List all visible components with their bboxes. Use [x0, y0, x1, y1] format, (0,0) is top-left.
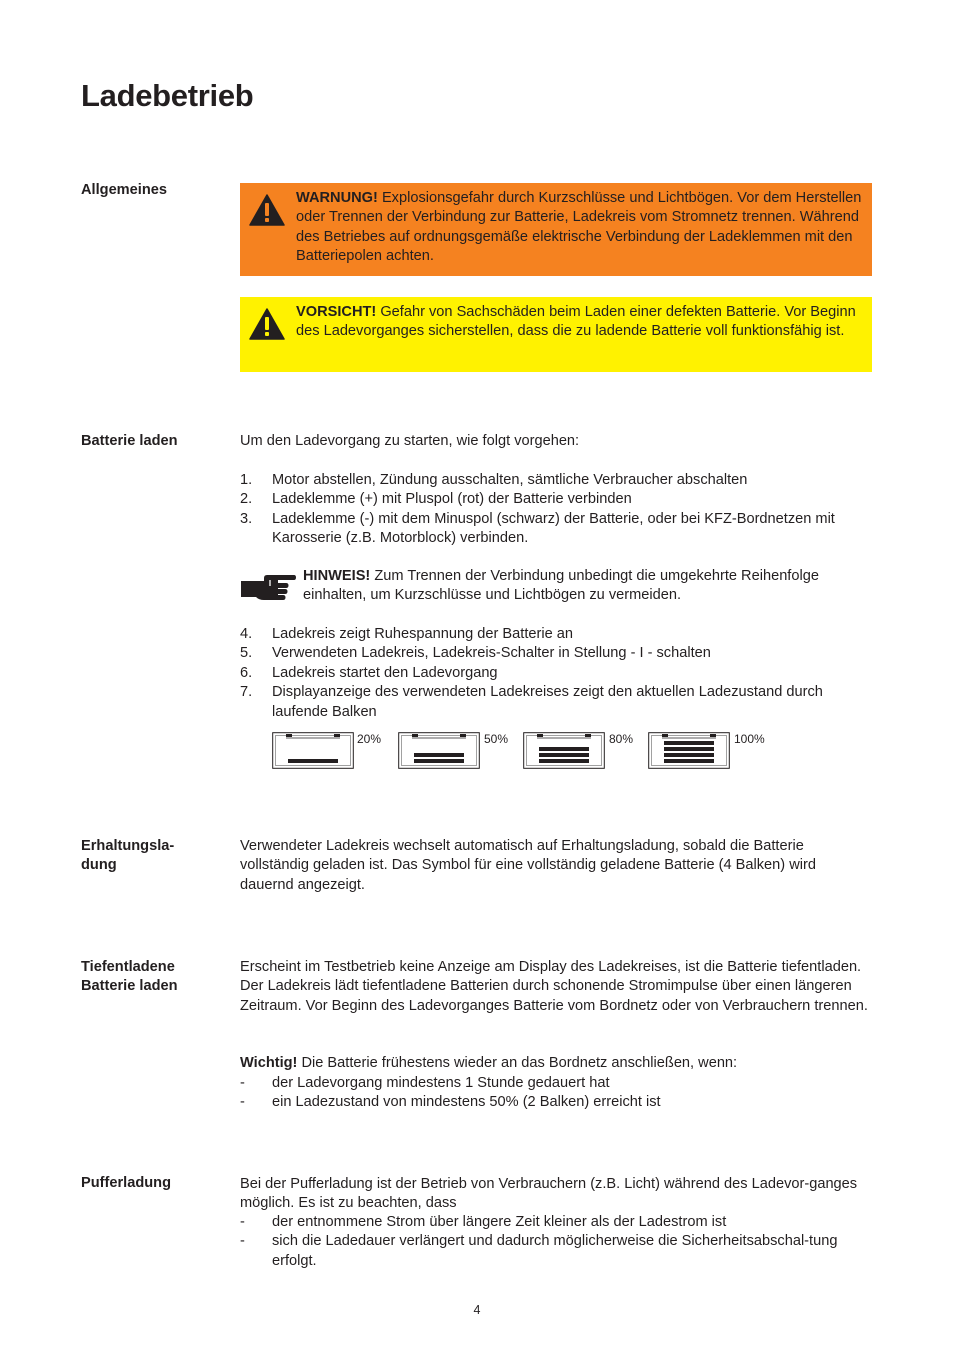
battery-bar	[539, 759, 589, 763]
note-body: Zum Trennen der Verbindung unbedingt die umgekehrte Reihenfolge einhalten, um Kurzschlüsse und Lichtbögen zu vermeiden.	[303, 568, 819, 604]
pufferladung-list	[240, 1213, 872, 1271]
section-label-allgemeines: Allgemeines	[81, 182, 167, 198]
battery-bar	[288, 759, 338, 763]
list-item-number: 6.	[240, 664, 253, 681]
warning-label: WARNUNG!	[296, 190, 378, 206]
steps-list-a	[240, 471, 872, 549]
page-number: 4	[473, 1303, 481, 1317]
warning-triangle-icon	[249, 194, 285, 226]
list-item	[240, 625, 872, 644]
section-label-erhaltungsladung	[81, 837, 221, 876]
caution-text	[296, 303, 862, 342]
battery-level-label: 100%	[734, 732, 765, 746]
pointing-hand-icon	[240, 572, 296, 604]
warning-text	[296, 189, 862, 267]
note-text	[303, 567, 872, 606]
list-item-text: ein Ladezustand von mindestens 50% (2 Balken) erreicht ist	[272, 1094, 661, 1111]
section-label-tiefentladen	[81, 958, 221, 997]
battery-level-item	[523, 732, 634, 775]
list-item-text: Ladeklemme (+) mit Pluspol (rot) der Batterie verbinden	[272, 491, 632, 508]
battery-bar	[414, 753, 464, 757]
warning-box	[240, 183, 872, 276]
note-box	[240, 567, 872, 606]
list-item	[240, 1074, 872, 1093]
tiefentladen-text: Erscheint im Testbetrieb keine Anzeige am Display des Ladekreises, ist die Batterie tiefentladen. Der Ladekreis lädt tiefentladene Batterien durch schonende Stromimpulse über einen längeren Zeitraum. Vor Beginn des Ladevorganges Batterie vom Bordnetz oder von Verbrauchern trennen.	[240, 959, 868, 1014]
battery-bar	[664, 753, 714, 757]
list-item-text: Ladekreis startet den Ladevorgang	[272, 664, 498, 681]
important-note	[240, 1054, 872, 1073]
list-item	[240, 644, 872, 663]
list-item-bullet: -	[240, 1233, 245, 1250]
list-item	[240, 1213, 872, 1232]
battery-icon	[398, 732, 480, 769]
pufferladung-text: Bei der Pufferladung ist der Betrieb von Verbrauchern (z.B. Licht) während des Ladevor-ganges möglich. Es ist zu beachten, dass	[240, 1176, 858, 1212]
section-label-line: Erhaltungsla-	[81, 838, 175, 854]
list-item-number: 7.	[240, 684, 253, 701]
list-item	[240, 510, 872, 549]
warning-triangle-icon	[249, 308, 285, 340]
battery-bar	[539, 753, 589, 757]
battery-icon	[648, 732, 730, 769]
battery-level-label: 50%	[484, 732, 509, 746]
list-item-text: sich die Ladedauer verlängert und dadurch möglicherweise die Sicherheitsabschal-tung erfolgt.	[272, 1233, 838, 1269]
list-item-text: Motor abstellen, Zündung ausschalten, sämtliche Verbraucher abschalten	[272, 472, 748, 488]
caution-box	[240, 297, 872, 372]
battery-bar	[414, 759, 464, 763]
list-item-number: 3.	[240, 510, 253, 527]
list-item	[240, 1093, 872, 1112]
battery-icon	[272, 732, 354, 769]
list-item-bullet: -	[240, 1094, 245, 1111]
list-item	[240, 664, 872, 683]
list-item-text: Verwendeten Ladekreis, Ladekreis-Schalter in Stellung - I - schalten	[272, 645, 711, 662]
section-label-line: Tiefentladene	[81, 959, 175, 975]
section-label-pufferladung: Pufferladung	[81, 1175, 171, 1191]
list-item-text: Ladeklemme (-) mit dem Minuspol (schwarz) der Batterie, oder bei KFZ-Bordnetzen mit Karosserie (z.B. Motorblock) verbinden.	[272, 510, 835, 547]
battery-level-label: 80%	[609, 732, 634, 746]
warning-body: Explosionsgefahr durch Kurzschlüsse und Lichtbögen. Vor dem Herstellen oder Trennen der Verbindung zur Batterie, Ladekreis vom Stromnetz trennen. Während des Betriebes auf ordnungsgemäße elektrische Verbindung der Ladeklemmen mit den Batteriepolen achten.	[296, 190, 862, 265]
battery-level-item	[398, 732, 509, 775]
list-item-text: der Ladevorgang mindestens 1 Stunde gedauert hat	[272, 1075, 610, 1091]
list-item-bullet: -	[240, 1075, 245, 1091]
list-item-text: Ladekreis zeigt Ruhespannung der Batterie an	[272, 626, 573, 642]
section-label-line: dung	[81, 857, 117, 874]
battery-level-row	[0, 732, 954, 772]
section-label-line: Batterie laden	[81, 978, 178, 995]
erhaltungsladung-text: Verwendeter Ladekreis wechselt automatisch auf Erhaltungsladung, sobald die Batterie vollständig geladen ist. Das Symbol für eine vollständig geladene Batterie (4 Balken) wird dauernd angezeigt.	[240, 838, 816, 893]
steps-list-b	[240, 625, 872, 722]
caution-label: VORSICHT!	[296, 304, 377, 320]
list-item-bullet: -	[240, 1214, 245, 1230]
list-item	[240, 471, 872, 490]
caution-body: Gefahr von Sachschäden beim Laden einer defekten Batterie. Vor Beginn des Ladevorganges sicherstellen, dass die zu ladende Batterie voll funktionsfähig ist.	[296, 304, 856, 340]
battery-bar	[664, 759, 714, 763]
battery-bar	[664, 741, 714, 745]
important-label: Wichtig!	[240, 1055, 298, 1071]
battery-level-item	[648, 732, 765, 775]
battery-bar	[664, 747, 714, 751]
list-item-text: Displayanzeige des verwendeten Ladekreises zeigt den aktuellen Ladezustand durch laufende Balken	[272, 684, 823, 720]
section-label-batterie-laden: Batterie laden	[81, 433, 178, 449]
battery-bar	[539, 747, 589, 751]
list-item-number: 5.	[240, 645, 253, 662]
list-item	[240, 683, 872, 722]
battery-icon	[523, 732, 605, 769]
battery-level-label: 20%	[357, 732, 382, 746]
list-item	[240, 1232, 872, 1271]
list-item-number: 1.	[240, 472, 253, 488]
list-item-number: 2.	[240, 491, 253, 508]
batterie-laden-intro: Um den Ladevorgang zu starten, wie folgt vorgehen:	[240, 433, 580, 449]
list-item-number: 4.	[240, 626, 253, 642]
page-title: Ladebetrieb	[81, 78, 254, 113]
battery-level-item	[272, 732, 382, 775]
list-item	[240, 490, 872, 509]
tiefentladen-list	[240, 1074, 872, 1113]
list-item-text: der entnommene Strom über längere Zeit kleiner als der Ladestrom ist	[272, 1214, 727, 1230]
note-label: HINWEIS!	[303, 568, 371, 584]
important-body: Die Batterie frühestens wieder an das Bordnetz anschließen, wenn:	[297, 1055, 738, 1071]
